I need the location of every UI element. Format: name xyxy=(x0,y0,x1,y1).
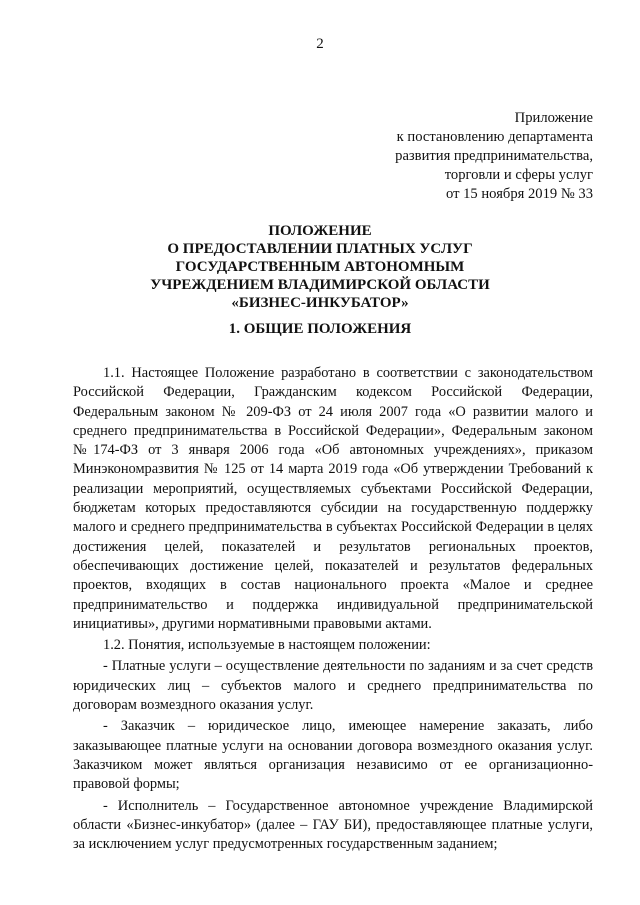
title-line: О ПРЕДОСТАВЛЕНИИ ПЛАТНЫХ УСЛУГ xyxy=(167,241,473,257)
title-line: ПОЛОЖЕНИЕ xyxy=(268,223,372,239)
definition-customer: - Заказчик – юридическое лицо, имеющее намерение заказать, либо заказывающее платные услуги на основании договора возмездного оказания услуг. Заказчиком может являться организация независимо от ее организационно-правовой формы; xyxy=(73,718,593,793)
page-number: 2 xyxy=(316,36,324,52)
appendix-block xyxy=(395,109,593,204)
definition-paid-services: - Платные услуги – осуществление деятельности по заданиям и за счет средств юридических лиц – субъектов малого и среднего предпринимательства по договорам возмездного оказания услуг. xyxy=(73,658,593,714)
document-body xyxy=(73,364,593,856)
section-heading: 1. ОБЩИЕ ПОЛОЖЕНИЯ xyxy=(228,321,412,337)
appendix-line: торговли и сферы услуг xyxy=(444,167,593,183)
appendix-line: к постановлению департамента xyxy=(396,129,593,145)
definition-executor: - Исполнитель – Государственное автономное учреждение Владимирской области «Бизнес-инкубатор» (далее – ГАУ БИ), предоставляющее платные услуги, за исключением услуг предусмотренных государственным заданием; xyxy=(73,797,593,853)
document-title xyxy=(0,222,640,312)
paragraph-1-2: 1.2. Понятия, используемые в настоящем положении: xyxy=(103,637,431,654)
title-line: ГОСУДАРСТВЕННЫМ АВТОНОМНЫМ xyxy=(175,259,465,275)
title-line: УЧРЕЖДЕНИЕМ ВЛАДИМИРСКОЙ ОБЛАСТИ xyxy=(150,277,490,293)
title-line: «БИЗНЕС-ИНКУБАТОР» xyxy=(231,295,409,311)
appendix-line: Приложение xyxy=(514,110,593,126)
paragraph-1-1: 1.1. Настоящее Положение разработано в соответствии с законодательством Российской Федерации, Гражданским кодексом Российской Федерации, Федеральным законом № 209-ФЗ от 24 июля 2007 года «О развитии малого и среднего предпринимательства в Российской Федерации», Федеральным законом №174-ФЗ от 3 января 2006 года «Об автономных учреждениях», приказом Минэкономразвития № 125 от 14 марта 2019 года «Об утверждении Требований к реализации мероприятий, осуществляемых субъектами Российской Федерации, бюджетам которых предоставляются субсидии на государственную поддержку малого и среднего предпринимательства в субъектах Российской Федерации в целях достижения целей, показателей и результатов региональных проектов, обеспечивающих достижение целей, показателей и результатов федеральных проектов, входящих в состав национального проекта «Малое и среднее предпринимательство и поддержка индивидуальной предпринимательской инициативы», другими нормативными правовыми актами. xyxy=(73,365,593,632)
appendix-line: от 15 ноября 2019 № 33 xyxy=(446,186,593,202)
appendix-line: развития предпринимательства, xyxy=(395,148,593,164)
